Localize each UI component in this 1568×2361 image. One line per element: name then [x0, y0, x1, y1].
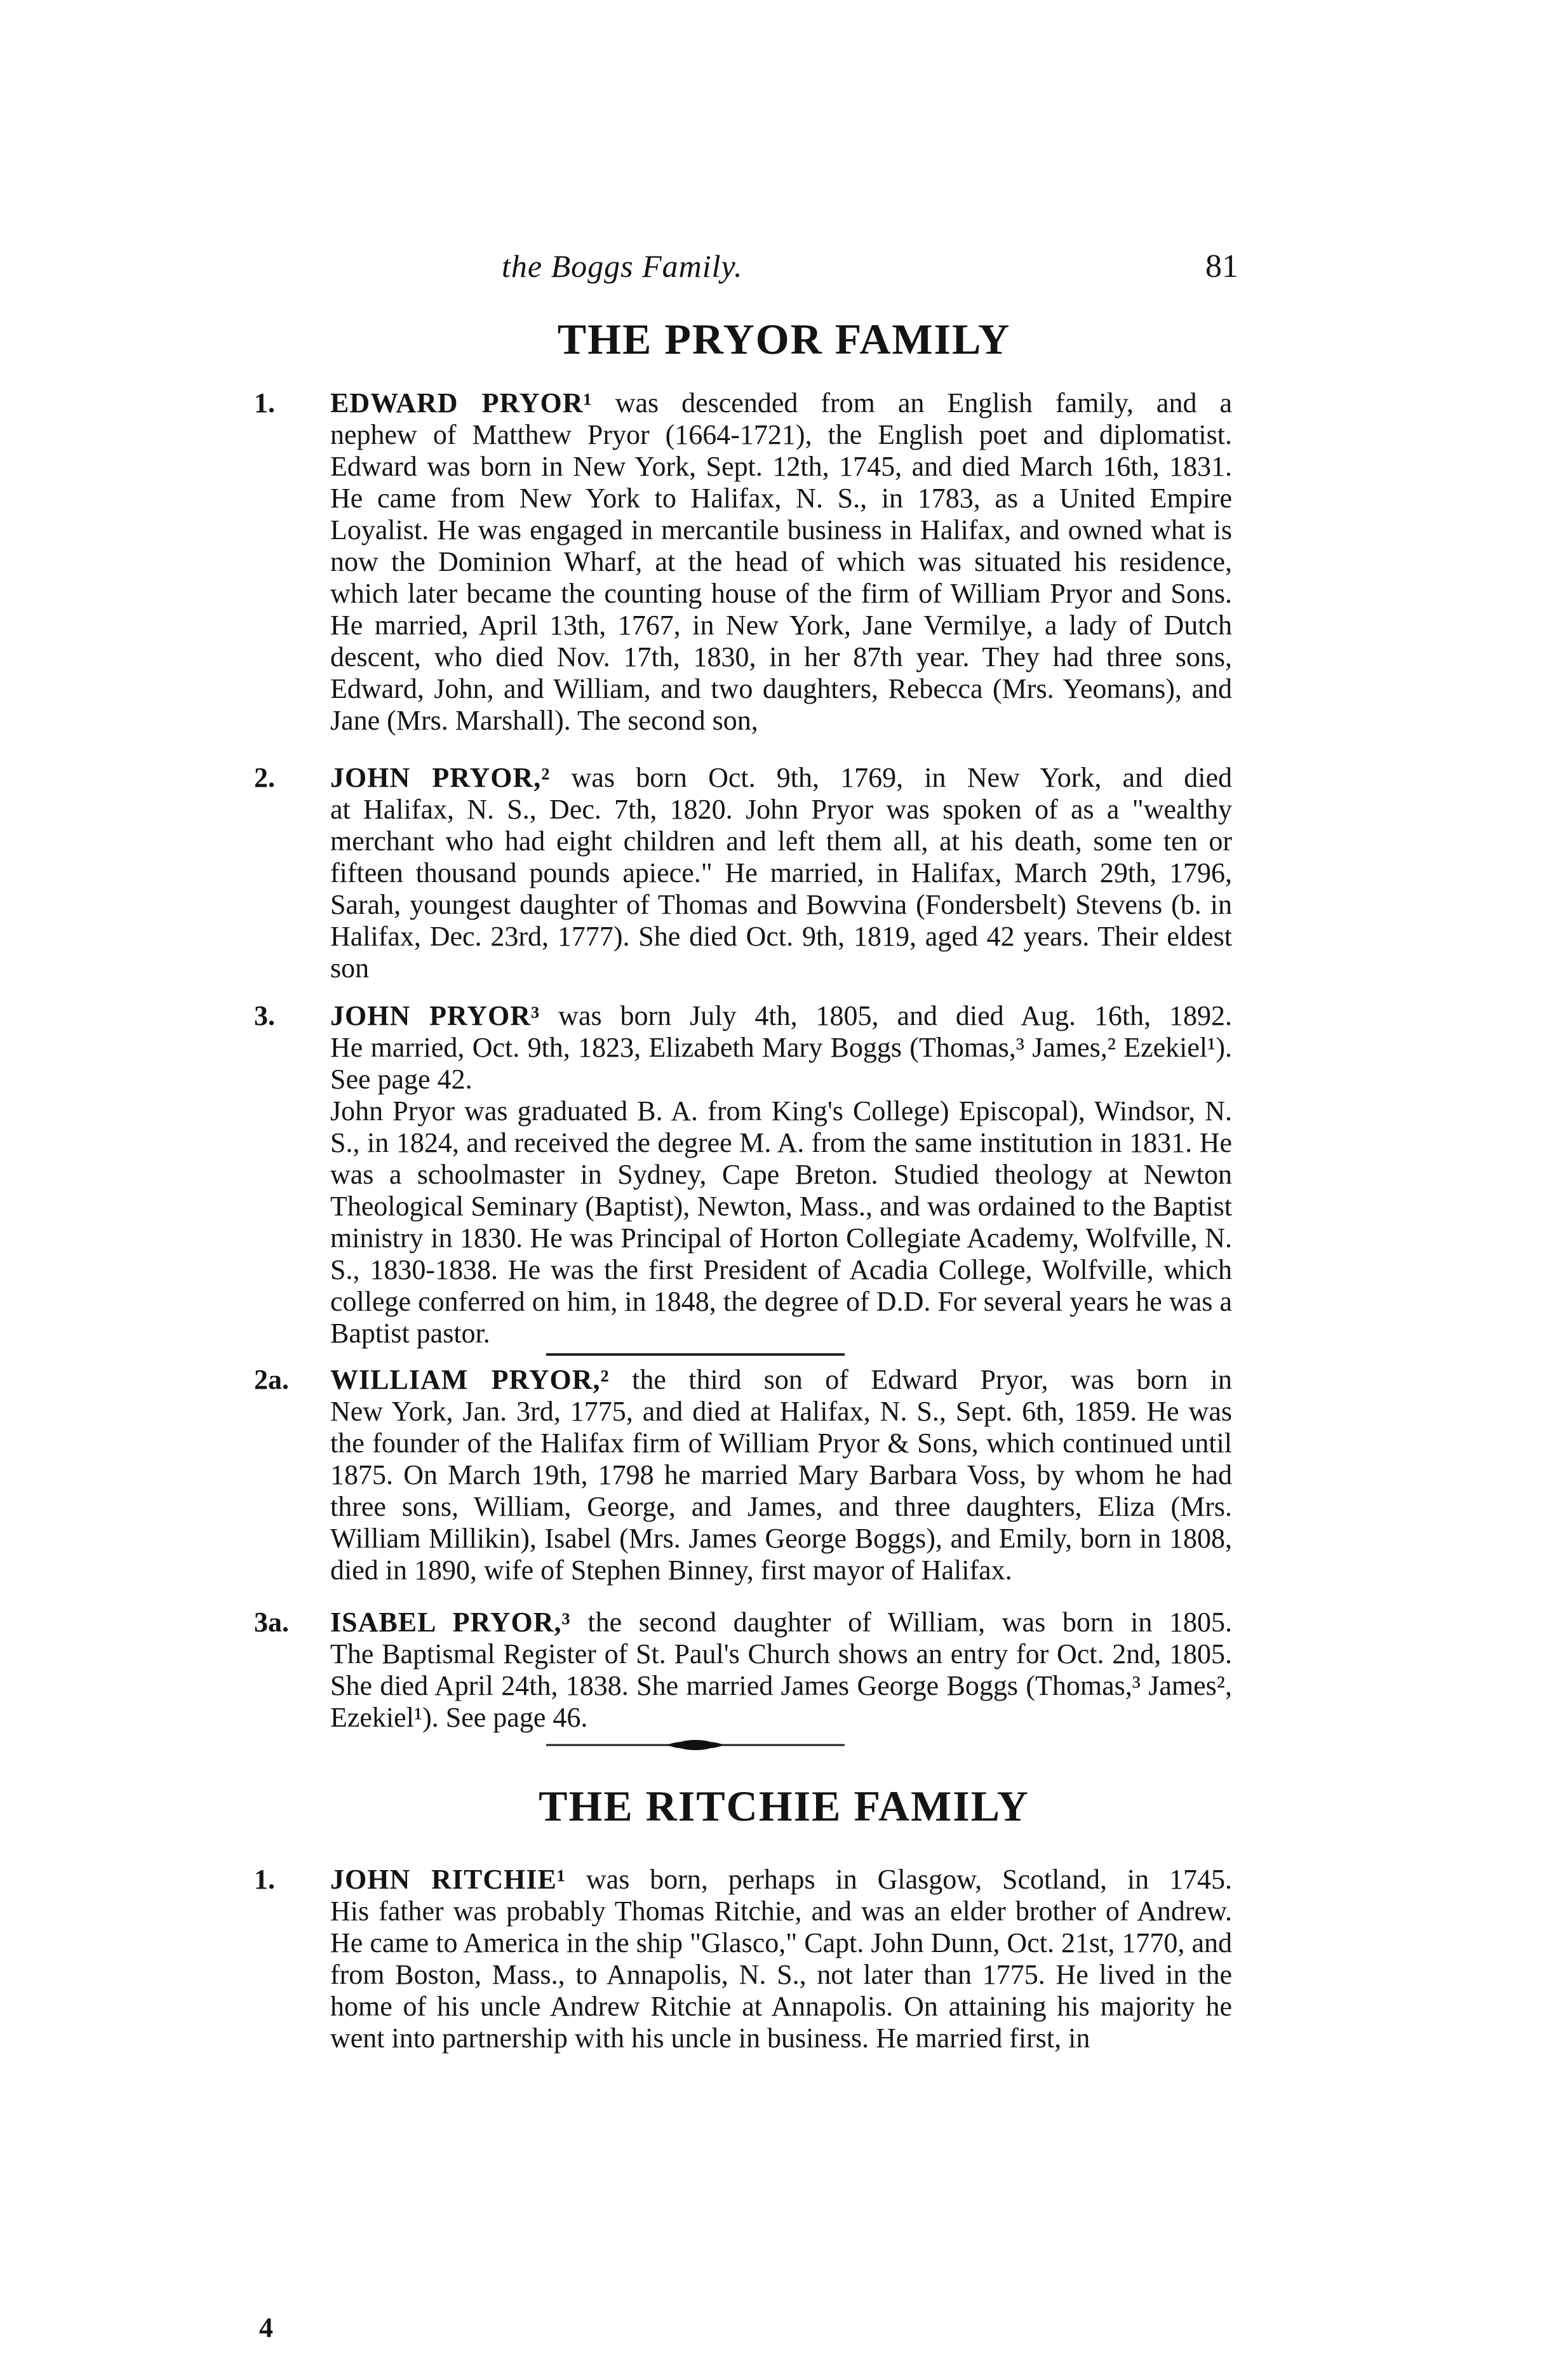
entry-john-pryor-3: [254, 1000, 1232, 1349]
entry-number: 3.: [254, 1000, 275, 1031]
running-header: [502, 248, 1238, 298]
section-title-ritchie: THE RITCHIE FAMILY: [539, 1782, 1029, 1830]
page-number: 81: [1205, 248, 1238, 284]
entry-first-line: was descended from an English family, and a: [615, 387, 1233, 418]
entry-william-pryor: [254, 1364, 1232, 1586]
entry-first-line: the second daughter of William, was born in 1805.: [587, 1607, 1233, 1638]
entry-first-line: was born July 4th, 1805, and died Aug. 16th, 1892.: [558, 1000, 1233, 1031]
entry-edward-pryor: [254, 387, 1232, 737]
entry-john-ritchie: [254, 1864, 1232, 2054]
ornamental-divider: [546, 1736, 845, 1755]
entry-text: His father was probably Thomas Ritchie, and was an elder brother of Andrew. He came to America in the ship "Glasco," Capt. John Dunn, Oct. 21st, 1770, and from Boston, Mass., to Annapolis, N. S., not later than 1775. He lived in the home of his uncle Andrew Ritchie at Annapolis. On attaining his majority he went into partnership with his uncle in business. He married first, in: [330, 1896, 1232, 2054]
entry-number: 1.: [254, 1864, 275, 1895]
running-title: the Boggs Family.: [502, 248, 743, 284]
entry-name: JOHN PRYOR³: [330, 1000, 540, 1031]
entry-first-line: the third son of Edward Pryor, was born in: [632, 1364, 1232, 1395]
section-title-pryor: THE PRYOR FAMILY: [557, 315, 1011, 363]
entry-name: EDWARD PRYOR¹: [330, 387, 593, 418]
entry-name: JOHN PRYOR,²: [330, 762, 551, 793]
entry-number: 1.: [254, 387, 275, 418]
section-divider-rule: [546, 1353, 845, 1356]
entry-text: nephew of Matthew Pryor (1664-1721), the English poet and diplomatist. Edward was born in New York, Sept. 12th, 1745, and died March 16th, 1831. He came from New York to Halifax, N. S., in 1783, as a United Empire Loyalist. He was engaged in mercantile business in Halifax, and owned what is now the Dominion Wharf, at the head of which was situated his residence, which later became the counting house of the firm of William Pryor and Sons. He married, April 13th, 1767, in New York, Jane Vermilye, a lady of Dutch descent, who died Nov. 17th, 1830, in her 87th year. They had three sons, Edward, John, and William, and two daughters, Rebecca (Mrs. Yeomans), and Jane (Mrs. Marshall). The second son,: [330, 419, 1232, 736]
entry-name: WILLIAM PRYOR,²: [330, 1364, 610, 1395]
entry-number: 2a.: [254, 1364, 289, 1395]
entry-text: New York, Jan. 3rd, 1775, and died at Halifax, N. S., Sept. 6th, 1859. He was the founder of the Halifax firm of William Pryor & Sons, which continued until 1875. On March 19th, 1798 he married Mary Barbara Voss, by whom he had three sons, William, George, and James, and three daughters, Eliza (Mrs. William Millikin), Isabel (Mrs. James George Boggs), and Emily, born in 1808, died in 1890, wife of Stephen Binney, first mayor of Halifax.: [330, 1396, 1232, 1586]
entry-name: ISABEL PRYOR,³: [330, 1607, 571, 1638]
printer-signature-mark: 4: [259, 2312, 273, 2343]
entry-first-line: was born Oct. 9th, 1769, in New York, and died: [571, 762, 1232, 793]
entry-text: The Baptismal Register of St. Paul's Church shows an entry for Oct. 2nd, 1805. She died April 24th, 1838. She married James George Boggs (Thomas,³ James², Ezekiel¹). See page 46.: [330, 1638, 1232, 1733]
entry-text-continued: John Pryor was graduated B. A. from King's College) Episcopal), Windsor, N. S., in 1824, and received the degree M. A. from the same institution in 1831. He was a schoolmaster in Sydney, Cape Breton. Studied theology at Newton Theological Seminary (Baptist), Newton, Mass., and was ordained to the Baptist ministry in 1830. He was Principal of Horton Collegiate Academy, Wolfville, N. S., 1830-1838. He was the first President of Acadia College, Wolfville, which college conferred on him, in 1848, the degree of D.D. For several years he was a Baptist pastor.: [330, 1095, 1232, 1349]
entry-name: JOHN RITCHIE¹: [330, 1864, 566, 1895]
entry-number: 2.: [254, 762, 275, 793]
entry-text: at Halifax, N. S., Dec. 7th, 1820. John Pryor was spoken of as a "wealthy merchant who had eight children and left them all, at his death, some ten or fifteen thousand pounds apiece." He married, in Halifax, March 29th, 1796, Sarah, youngest daughter of Thomas and Bowvina (Fondersbelt) Stevens (b. in Halifax, Dec. 23rd, 1777). She died Oct. 9th, 1819, aged 42 years. Their eldest son: [330, 794, 1232, 984]
entry-john-pryor-2: [254, 762, 1232, 984]
entry-first-line: was born, perhaps in Glasgow, Scotland, in 1745.: [586, 1864, 1232, 1895]
entry-isabel-pryor: [254, 1607, 1232, 1734]
entry-text: He married, Oct. 9th, 1823, Elizabeth Mary Boggs (Thomas,³ James,² Ezekiel¹). See page 42.: [330, 1032, 1232, 1095]
entry-number: 3a.: [254, 1607, 289, 1638]
